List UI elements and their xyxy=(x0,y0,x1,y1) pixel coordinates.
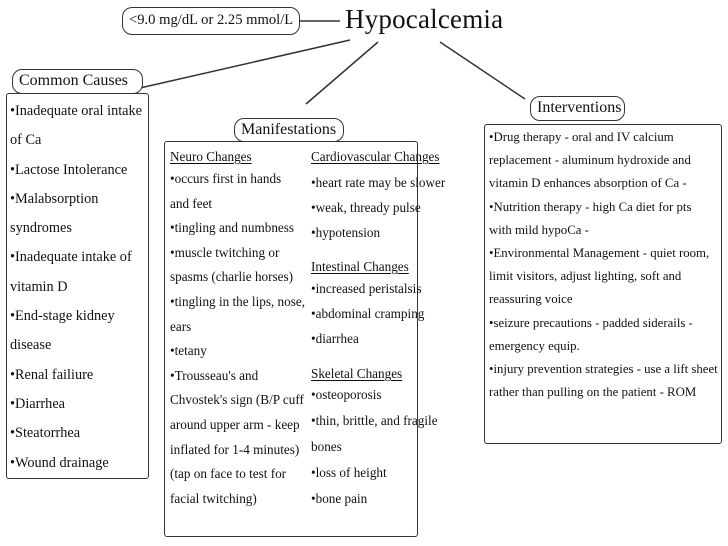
cardio-header: Cardiovascular Changes xyxy=(311,149,440,164)
causes-header: Common Causes xyxy=(19,72,128,89)
list-item: •thin, brittle, and fragile xyxy=(311,413,438,428)
list-item: •Lactose Intolerance xyxy=(10,161,128,178)
interventions-list xyxy=(489,126,718,404)
intestinal-list xyxy=(311,276,424,351)
intestinal-header: Intestinal Changes xyxy=(311,259,409,274)
cardio-list xyxy=(311,170,445,245)
list-item: of Ca xyxy=(10,132,42,149)
list-item: •Inadequate oral intake xyxy=(10,103,143,119)
list-item: ears xyxy=(170,318,192,334)
list-item: •tingling in the lips, nose, xyxy=(170,293,306,309)
list-item: •weak, thready pulse xyxy=(311,200,421,215)
list-item: around upper arm - keep xyxy=(170,416,300,432)
list-item: •bone pain xyxy=(311,491,368,506)
list-item: vitamin D enhances absorption of Ca - xyxy=(489,176,687,191)
list-item: •Renal failiure xyxy=(10,366,94,383)
list-item: •osteoporosis xyxy=(311,387,382,402)
manifestations-header: Manifestations xyxy=(241,121,337,138)
list-item: •muscle twitching or xyxy=(170,244,280,260)
list-item: bones xyxy=(311,439,342,454)
list-item: •occurs first in hands xyxy=(170,171,282,186)
causes-header-box xyxy=(12,69,143,94)
list-item: •tingling and numbness xyxy=(170,220,295,236)
page-title: Hypocalcemia xyxy=(345,4,504,34)
list-item: rather than pulling on the patient - ROM xyxy=(489,385,697,400)
list-item: with mild hypoCa - xyxy=(489,222,589,237)
list-item: Chvostek's sign (B/P cuff xyxy=(170,392,304,408)
list-item: disease xyxy=(10,337,52,354)
list-item: •abdominal cramping xyxy=(311,306,425,321)
skeletal-header: Skeletal Changes xyxy=(311,366,403,381)
list-item: •Inadequate intake of xyxy=(10,249,132,266)
neuro-header: Neuro Changes xyxy=(170,149,252,164)
list-item: •increased peristalsis xyxy=(311,281,422,296)
list-item: facial twitching) xyxy=(170,490,257,506)
list-item: •Steatorrhea xyxy=(10,425,81,442)
list-item: limit visitors, adjust lighting, soft and xyxy=(489,269,682,284)
list-item: reassuring voice xyxy=(489,292,573,307)
list-item: vitamin D xyxy=(10,278,68,295)
causes-connector xyxy=(140,40,350,88)
list-item: emergency equip. xyxy=(489,338,580,353)
causes-box xyxy=(6,93,149,479)
interventions-header-box xyxy=(530,96,625,121)
list-item: •hypotension xyxy=(311,225,381,240)
list-item: and feet xyxy=(170,195,213,211)
list-item: syndromes xyxy=(10,220,72,237)
manifestations-box xyxy=(164,141,446,537)
manifestations-connector xyxy=(306,42,378,104)
list-item: •Diarrhea xyxy=(10,395,66,412)
list-item: •tetany xyxy=(170,343,207,359)
interventions-header: Interventions xyxy=(537,99,622,116)
skeletal-list xyxy=(311,382,438,512)
list-item: •injury prevention strategies - use a lift sheet xyxy=(489,362,718,377)
list-item: •Malabsorption xyxy=(10,190,99,207)
list-item: replacement - aluminum hydroxide and xyxy=(489,153,691,168)
causes-list xyxy=(10,97,142,478)
list-item: spasms (charlie horses) xyxy=(170,269,294,285)
list-item: •Trousseau's and xyxy=(170,367,259,383)
list-item: •heart rate may be slower xyxy=(311,175,446,190)
list-item: •Environmental Management - quiet room, xyxy=(489,246,710,261)
definition-text: <9.0 mg/dL or 2.25 mmol/L xyxy=(129,12,294,28)
definition-box xyxy=(122,7,300,35)
list-item: (tap on face to test for xyxy=(170,466,287,482)
list-item: •seizure precautions - padded siderails - xyxy=(489,315,693,330)
manifestations-header-box xyxy=(234,118,344,142)
neuro-list xyxy=(170,167,305,511)
list-item: •diarrhea xyxy=(311,331,359,346)
list-item: •Nutrition therapy - high Ca diet for pts xyxy=(489,199,692,214)
list-item: •loss of height xyxy=(311,465,387,480)
list-item: •Wound drainage xyxy=(10,454,109,471)
list-item: •Drug therapy - oral and IV calcium xyxy=(489,130,674,144)
list-item: •End-stage kidney xyxy=(10,308,115,325)
interventions-box xyxy=(484,124,722,444)
interventions-connector xyxy=(440,42,525,99)
list-item: inflated for 1-4 minutes) xyxy=(170,441,300,457)
